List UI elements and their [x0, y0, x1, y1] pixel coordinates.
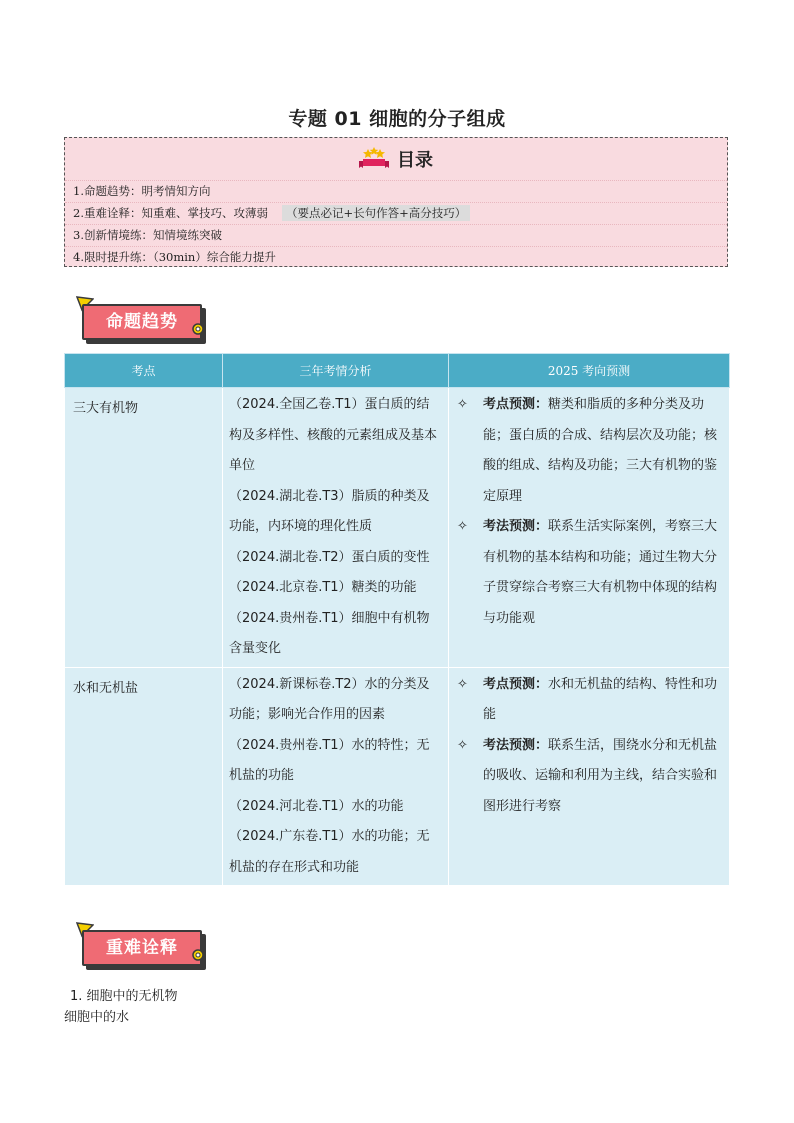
toc-item: 2.重难诠释：知重难、掌技巧、攻薄弱 （要点必记+长句作答+高分技巧）	[65, 203, 727, 225]
ring-icon	[191, 322, 205, 336]
prediction-item: ✧ 考点预测：糖类和脂质的多种分类及功能；蛋白质的合成、结构层次及功能；核酸的组成、结构及功能；三大有机物的鉴定原理	[457, 390, 723, 512]
past-item: （2024.北京卷.T1）糖类的功能	[229, 580, 417, 595]
toc-item: 3.创新情境练：知情境练突破	[65, 225, 727, 247]
section-title: 命题趋势	[82, 304, 202, 340]
past-item: （2024.广东卷.T1）水的功能；无机盐的存在形式和功能	[229, 829, 430, 875]
diamond-bullet-icon: ✧	[457, 737, 468, 753]
toc-header	[65, 138, 727, 181]
prediction-cell	[449, 667, 730, 886]
table-row	[65, 388, 730, 668]
table-row	[65, 667, 730, 886]
past-analysis-cell	[223, 667, 449, 886]
prediction-item: ✧ 考法预测：联系生活，围绕水分和无机盐的吸收、运输和利用为主线，结合实验和图形进行考察	[457, 731, 723, 823]
ring-icon	[191, 948, 205, 962]
past-item: （2024.全国乙卷.T1）蛋白质的结构及多样性、核酸的元素组成及基本单位	[229, 397, 438, 473]
prediction-item: ✧ 考点预测：水和无机盐的结构、特性和功能	[457, 670, 723, 731]
diamond-bullet-icon: ✧	[457, 397, 468, 412]
table-header-row	[65, 354, 730, 388]
past-item: （2024.湖北卷.T2）蛋白质的变性	[229, 549, 430, 565]
past-item: （2024.河北卷.T1）水的功能	[229, 798, 404, 814]
column-header: 考点	[65, 354, 223, 388]
table-of-contents	[64, 137, 728, 267]
section-badge-key-points	[74, 922, 214, 972]
past-item: （2024.新课标卷.T2）水的分类及功能；影响光合作用的因素	[229, 676, 430, 722]
topic-cell: 三大有机物	[65, 388, 223, 668]
diamond-bullet-icon: ✧	[457, 676, 468, 692]
page-title: 专题 01 细胞的分子组成	[288, 108, 506, 130]
subheading-water: 细胞中的水	[64, 1010, 130, 1025]
section-title: 重难诠释	[82, 930, 202, 966]
exam-trend-table	[64, 353, 730, 886]
past-item: （2024.湖北卷.T3）脂质的种类及功能，内环境的理化性质	[229, 488, 430, 534]
past-analysis-cell	[223, 388, 449, 668]
past-item: （2024.贵州卷.T1）水的特性；无机盐的功能	[229, 737, 430, 783]
diamond-bullet-icon: ✧	[457, 519, 468, 534]
toc-item-note: （要点必记+长句作答+高分技巧）	[282, 205, 470, 221]
section-badge-trend	[74, 296, 214, 346]
toc-item: 4.限时提升练：（30min）综合能力提升	[73, 250, 276, 264]
toc-item: 1.命题趋势：明考情知方向	[65, 181, 727, 203]
past-item: （2024.贵州卷.T1）细胞中有机物含量变化	[229, 610, 430, 656]
column-header: 三年考情分析	[223, 354, 449, 388]
topic-cell: 水和无机盐	[65, 667, 223, 886]
prediction-item: ✧ 考法预测：联系生活实际案例，考察三大有机物的基本结构和功能；通过生物大分子贯穿综合考察三大有机物中体现的结构与功能观	[457, 512, 723, 634]
toc-heading: 目录	[397, 150, 433, 171]
column-header: 2025 考向预测	[449, 354, 730, 388]
prediction-cell	[449, 388, 730, 668]
heading-inorganic: 1. 细胞中的无机物	[70, 989, 178, 1004]
award-ribbon-icon	[359, 147, 389, 171]
